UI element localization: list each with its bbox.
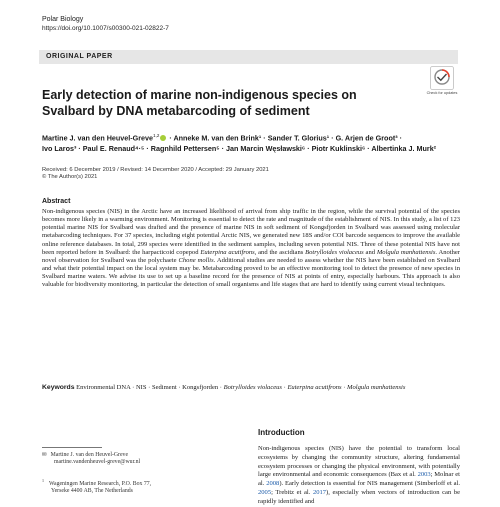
author-affiliation-sup: 1,2 [153, 133, 160, 138]
abstract-heading: Abstract [42, 198, 71, 205]
keywords-heading: Keywords [42, 384, 75, 391]
author-list [42, 131, 462, 154]
affiliation-number: 1 [42, 478, 44, 483]
abstract-segment: and [363, 248, 377, 256]
keywords-segment: Environmental DNA · NIS · Sediment · Kongsfjorden · [76, 384, 224, 391]
keyword-species: Molgula manhattensis [347, 384, 406, 391]
intro-segment: ). Early detection is essential for NIS management (Simberloff et al. [279, 480, 460, 488]
intro-segment: ; Trebitz et al. [271, 488, 313, 496]
abstract-segment: Non-indigenous species (NIS) in the Arctic have an increased likelihood of arrival from ship traffic in the region, while the survival potential of the species becomes more likely in a warming environment. Monitoring is essential to detect the rate and magnitude of the establishment of NIS. In this study, a list of 123 potential marine NIS for Svalbard was drafted and the presence of marine NIS in soft sediment of Kongsfjorden in Svalbard was assessed using molecular metabarcoding techniques. For 37 species, including eight potential Arctic NIS, we generated new 18S and/or COI barcode sequences to improve the available online reference databases. In total, 299 species were identified in the sediment samples, including seven potential NIS. Three of these potential NIS have not been reported before in Svalbard: the harpacticoid copepod [42, 208, 460, 256]
intro-segment: ; Molnar et al. [258, 471, 460, 488]
keywords-line [42, 384, 460, 392]
species-name: Euterpina acutifrons [200, 248, 255, 256]
intro-segment: ), especially when vectors of introduction can be rapidly identified and [258, 488, 460, 505]
copyright-notice: © The Author(s) 2021 [42, 174, 98, 180]
affiliation-footnote [42, 477, 242, 495]
author-corresponding[interactable]: Martine J. van den Heuvel-Greve [42, 133, 154, 143]
envelope-icon: ✉ [42, 452, 47, 458]
abstract-segment: , and the ascidians [254, 248, 306, 256]
paper-title: Early detection of marine non-indigenous species on Svalbard by DNA metabarcoding of sediment [42, 88, 357, 118]
check-for-updates-icon[interactable] [430, 66, 454, 90]
abstract-segment: . Another novel observation for Svalbard was the polychaete [42, 248, 460, 264]
keyword-species: Botrylloides violaceus [223, 384, 282, 391]
orcid-icon[interactable] [160, 135, 166, 141]
abstract-segment: . Additional studies are needed to assess whether the NIS have been established on Svalbard and what their potential impact on the local system may be. Metabarcoding proved to be an effective monitoring tool to detect the presence of new species in Svalbard marine waters. We advise its use to set up a baseline record for the presence of NIS at points of entry, especially harbours. This approach is also valuable for biodiversity monitoring, in particular the detection of small organisms and life stages that are hard to identify using current visual techniques. [42, 256, 460, 289]
affiliation-line: Wageningen Marine Research, P.O. Box 77, [49, 480, 152, 487]
footnote-divider [42, 447, 102, 448]
abstract-text [42, 208, 460, 290]
introduction-text [258, 445, 460, 507]
corresponding-author-email[interactable]: martine.vandenheuvel-greve@wur.nl [54, 459, 141, 465]
author-list-line1: · Anneke M. van den Brink¹ · Sander T. Glorius¹ · G. Arjen de Groot³ · [167, 133, 403, 143]
species-name: Botrylloides violaceus [305, 248, 364, 256]
article-type-label: ORIGINAL PAPER [46, 53, 113, 60]
citation-link[interactable]: 2005 [258, 488, 272, 496]
doi-link[interactable]: https://doi.org/10.1007/s00300-021-02822-7 [42, 25, 169, 32]
citation-link[interactable]: 2003 [417, 471, 431, 479]
author-list-line2: Ivo Laros³ · Paul E. Renaud⁴·⁵ · Ragnhild Pettersen⁵ · Jan Marcin Węsławski⁶ · Piotr Kuklinski⁶ · Albertinka J. Murk² [42, 143, 437, 153]
species-name: Molgula manhattensis [376, 248, 436, 256]
keywords-separator: · [341, 384, 348, 391]
journal-name: Polar Biology [42, 16, 84, 23]
citation-link[interactable]: 2017 [312, 488, 327, 496]
introduction-heading: Introduction [258, 428, 305, 437]
species-name: Chone mollis [178, 256, 214, 264]
check-for-updates-label: Check for updates [426, 91, 458, 95]
affiliation-line: Yerseke 4400 AB, The Netherlands [51, 487, 133, 494]
intro-segment: Non-indigenous species (NIS) have the potential to transform local ecosystems by changing the community structure, altering fundamental ecosystem processes or changing the physical environment, with potentially large environmental and economic consequences (Bax et al. [258, 445, 460, 479]
corresponding-author-footnote [42, 452, 242, 466]
keyword-species: Euterpina acutifrons [287, 384, 342, 391]
citation-link[interactable]: 2008 [266, 480, 280, 488]
corresponding-author-name: Martine J. van den Heuvel-Greve [50, 452, 129, 458]
keywords-separator: · [281, 384, 288, 391]
received-dates: Received: 6 December 2019 / Revised: 14 December 2020 / Accepted: 29 January 2021 [42, 167, 269, 173]
